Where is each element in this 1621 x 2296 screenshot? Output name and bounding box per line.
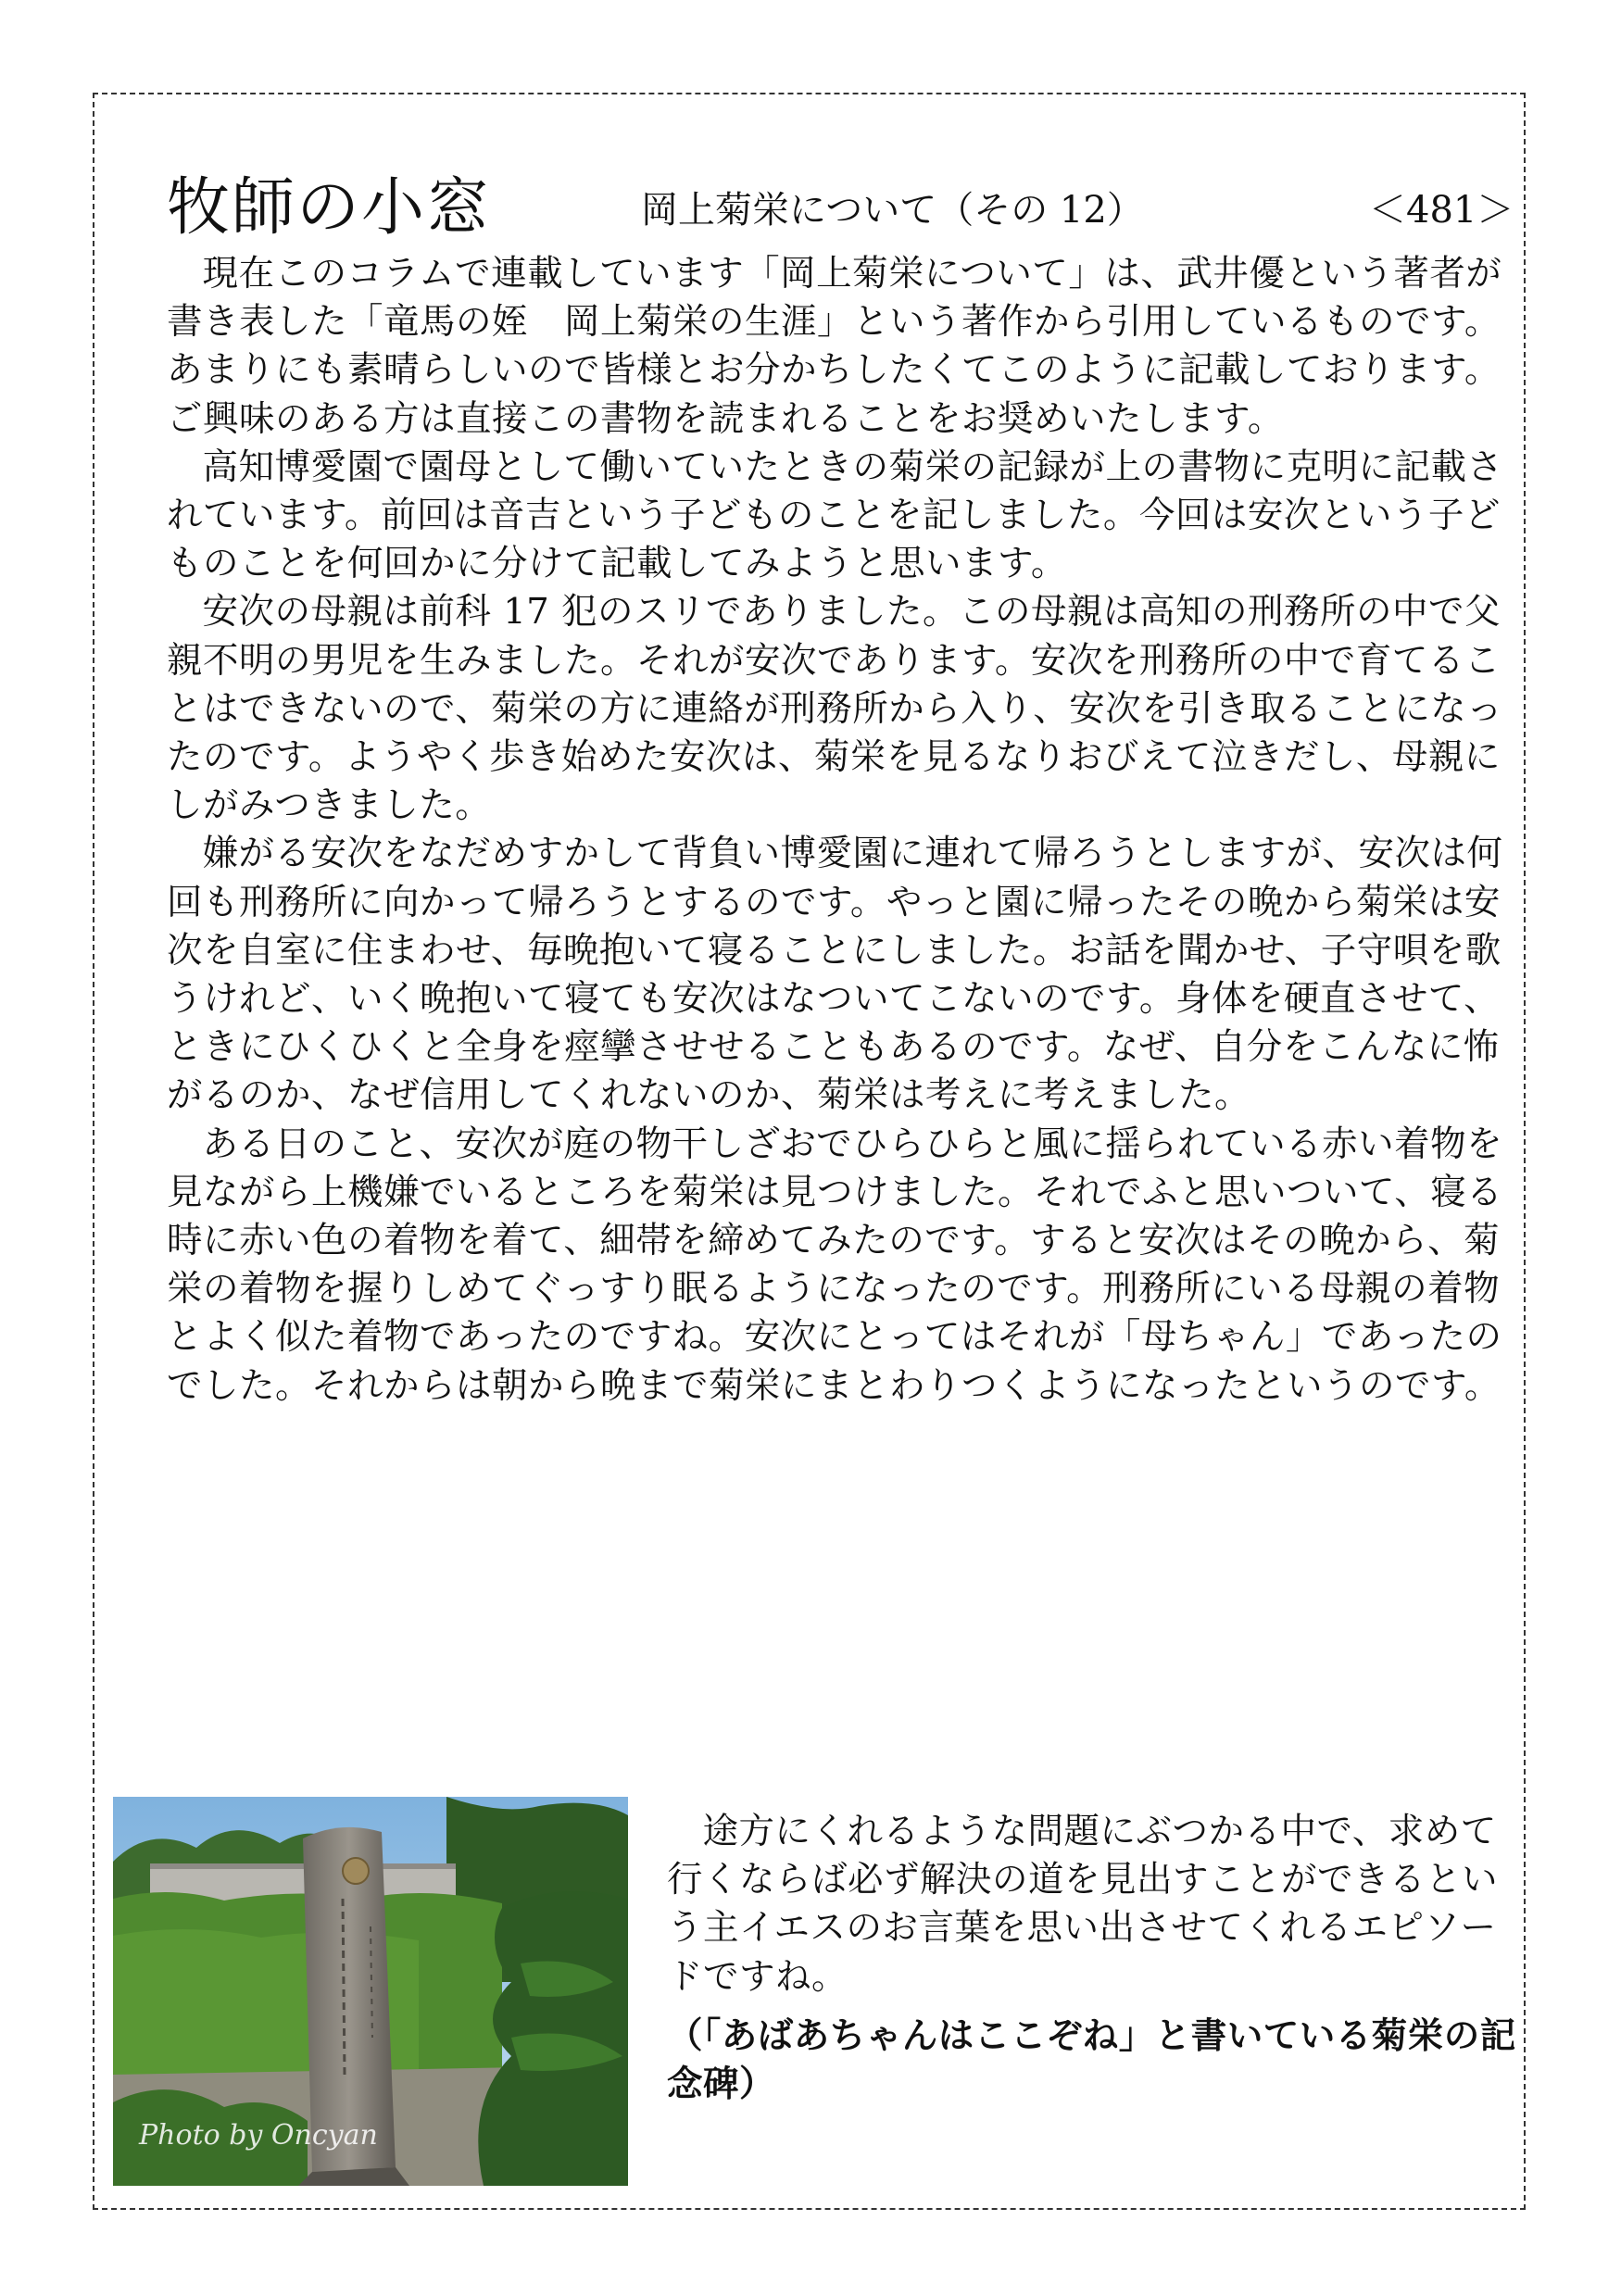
memorial-stone-photo [113,1797,628,2186]
photo-watermark: Photo by Oncyan [139,2119,378,2152]
header [167,167,1528,259]
paragraph: 高知博愛園で園母として働いていたときの菊栄の記録が上の書物に克明に記載されています。前回は音吉という子どものことを記しました。今回は安次という子どものことを何回かに分けて記載してみようと思います。 [167,445,1503,585]
closing-section [667,1808,1519,2109]
paragraph: ある日のこと、安次が庭の物干しざおでひらひらと風に揺られている赤い着物を見ながら上機嫌でいるところを菊栄は見つけました。それでふと思いついて、寝る時に赤い色の着物を着て、細帯を締めてみたのです。すると安次はその晩から、菊栄の着物を握りしめてぐっすり眠るようになったのです。刑務所にいる母親の着物とよく似た着物であったのですね。安次にとってはそれが「母ちゃん」であったのでした。それからは朝から晩まで菊栄にまとわりつくようになったというのです。 [167,1123,1503,1407]
paragraph: 現在このコラムで連載しています「岡上菊栄について」は、武井優という著者が書き表した「竜馬の姪 岡上菊栄の生涯」という著作から引用しているものです。あまりにも素晴らしいので皆様とお分かちしたくてこのように記載しております。ご興味のある方は直接この書物を読まれることをお奨めいたします。 [167,253,1502,440]
photo-caption: （「あばあちゃんはここぞね」と書いている菊栄の記念碑） [667,2014,1516,2106]
article-body [167,250,1525,1411]
bottom-section [113,1797,1521,2186]
paragraph: 嫌がる安次をなだめすかして背負い博愛園に連れて帰ろうとしますが、安次は何回も刑務所に向かって帰ろうとするのです。やっと園に帰ったその晩から菊栄は安次を自室に住まわせ、毎晩抱いて寝ることにしました。お話を聞かせ、子守唄を歌うけれど、いく晩抱いて寝ても安次はなついてこないのです。身体を硬直させて、ときにひくひくと全身を痙攣させせることもあるのです。なぜ、自分をこんなに怖がるのか、なぜ信用してくれないのか、菊栄は考えに考えました。 [167,833,1503,1117]
article-subtitle: 岡上菊栄について（その 12） [641,189,1144,232]
issue-number: ＜481＞ [1369,189,1514,232]
paragraph: 安次の母親は前科 17 犯のスリでありました。この母親は高知の刑務所の中で父親不明の男児を生みました。それが安次であります。安次を刑務所の中で育てることはできないので、菊栄の方に連絡が刑務所から入り、安次を引き取ることになったのです。ようやく歩き始めた安次は、菊栄を見るなりおびえて泣きだし、母親にしがみつきました。 [167,591,1503,827]
closing-paragraph: 途方にくれるような問題にぶつかる中で、求めて行くならば必ず解決の道を見出すことができるという主イエスのお言葉を思い出させてくれるエピソードですね。 [667,1811,1499,1998]
column-title: 牧師の小窓 [167,171,492,245]
